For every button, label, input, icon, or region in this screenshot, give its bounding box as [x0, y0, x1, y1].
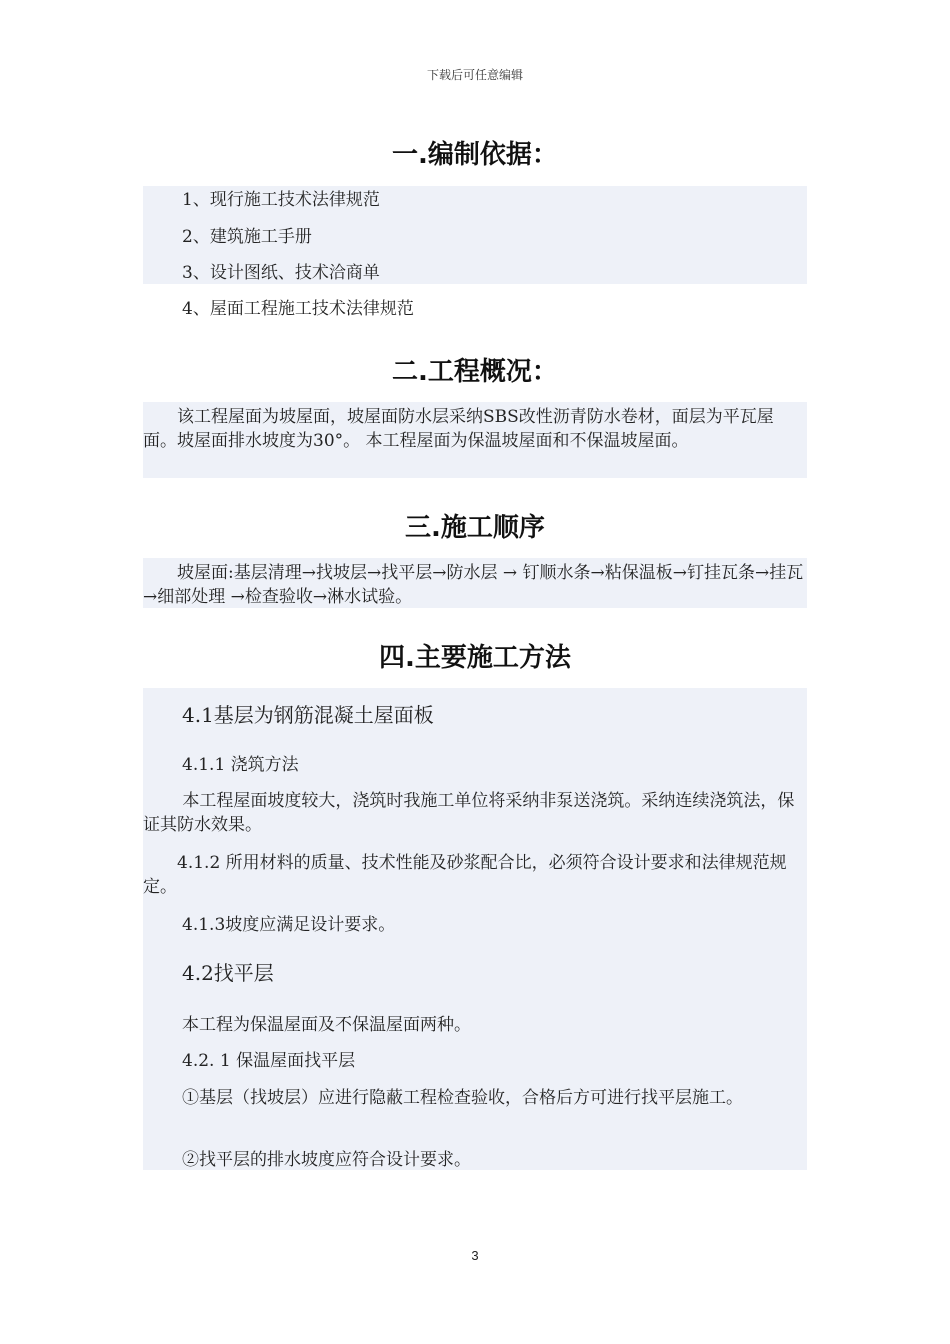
sequence-paragraph: 坡屋面:基层清理→找坡层→找平层→防水层 → 钉顺水条→粘保温板→钉挂瓦条→挂瓦→细部处理 →检查验收→淋水试验。 [143, 563, 804, 607]
section-title-methods: 四.主要施工方法 [379, 643, 571, 673]
list-item: 2、建筑施工手册 [182, 227, 312, 247]
paragraph-4-2: 本工程为保温屋面及不保温屋面两种。 [182, 1015, 471, 1035]
list-item: 1、现行施工技术法律规范 [182, 190, 380, 210]
paragraph-4-1-2: 4.1.2 所用材料的质量、技术性能及砂浆配合比，必须符合设计要求和法律规范规定。 [143, 853, 787, 897]
section-title-overview: 二.工程概况： [392, 357, 558, 387]
overview-paragraph: 该工程屋面为坡屋面，坡屋面防水层采纳SBS改性沥青防水卷材，面层为平瓦屋面。坡屋面排水坡度为30°。 本工程屋面为保温坡屋面和不保温坡屋面。 [143, 407, 774, 451]
list-item: ①基层（找坡层）应进行隐蔽工程检查验收，合格后方可进行找平层施工。 [182, 1088, 743, 1108]
section-title-sequence: 三.施工顺序 [405, 513, 545, 543]
subheading-4-1-1: 4.1.1 浇筑方法 [182, 755, 299, 775]
subheading-4-2-1: 4.2. 1 保温屋面找平层 [182, 1051, 356, 1071]
list-item: ②找平层的排水坡度应符合设计要求。 [182, 1150, 471, 1170]
subheading-4-2: 4.2找平层 [182, 961, 274, 985]
subheading-4-1: 4.1基层为钢筋混凝土屋面板 [182, 703, 434, 727]
list-item: 3、设计图纸、技术洽商单 [182, 263, 380, 283]
list-item: 4、屋面工程施工技术法律规范 [182, 299, 414, 319]
section-title-basis: 一.编制依据： [392, 140, 558, 170]
paragraph-4-1-1: 本工程屋面坡度较大，浇筑时我施工单位将采纳非泵送浇筑。采纳连续浇筑法，保证其防水效果。 [143, 791, 795, 835]
page-number: 3 [471, 1248, 479, 1263]
page-header: 下载后可任意编辑 [426, 68, 523, 82]
paragraph-4-1-3: 4.1.3坡度应满足设计要求。 [182, 915, 396, 935]
